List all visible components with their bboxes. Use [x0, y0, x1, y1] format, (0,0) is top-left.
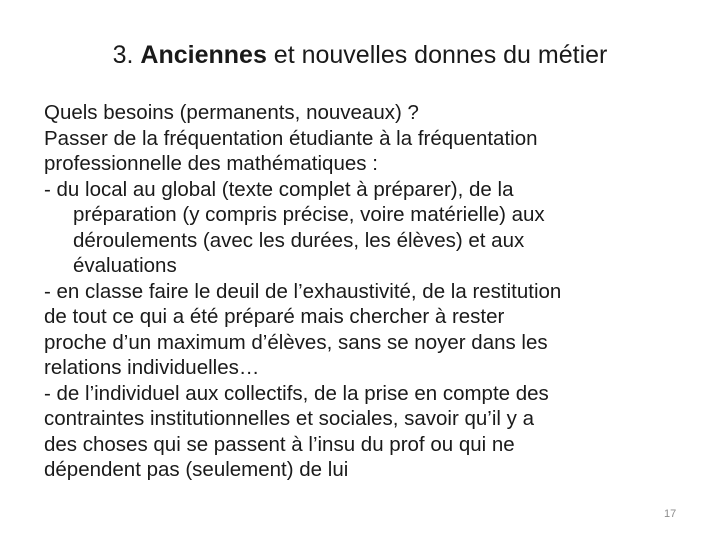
title-prefix: 3.: [112, 41, 141, 69]
body-line: Passer de la fréquentation étudiante à la fréquentation: [44, 126, 538, 150]
body-line: relations individuelles…: [44, 356, 260, 379]
body-line: préparation (y compris précise, voire matérielle) aux: [73, 203, 545, 226]
slide-body: [44, 100, 684, 483]
body-line: évaluations: [73, 254, 177, 277]
body-line: contraintes institutionnelles et sociales, savoir qu’il y a: [44, 407, 534, 430]
body-line: Quels besoins (permanents, nouveaux) ?: [44, 101, 419, 124]
title-rest: et nouvelles donnes du métier: [266, 41, 608, 69]
body-line: déroulements (avec les durées, les élèves) et aux: [73, 228, 525, 252]
body-line: dépendent pas (seulement) de lui: [44, 458, 349, 481]
body-line: proche d’un maximum d’élèves, sans se noyer dans les: [44, 330, 548, 354]
body-line: des choses qui se passent à l’insu du prof ou qui ne: [44, 432, 515, 456]
body-line: - en classe faire le deuil de l’exhaustivité, de la restitution: [44, 279, 562, 303]
body-line: - du local au global (texte complet à préparer), de la: [44, 177, 514, 201]
slide-title: [0, 38, 720, 72]
page-number: 17: [664, 508, 677, 520]
body-line: - de l’individuel aux collectifs, de la prise en compte des: [44, 381, 549, 405]
body-line: professionnelle des mathématiques :: [44, 152, 378, 175]
body-line: de tout ce qui a été préparé mais chercher à rester: [44, 305, 505, 328]
title-bold-word: Anciennes: [140, 41, 267, 69]
